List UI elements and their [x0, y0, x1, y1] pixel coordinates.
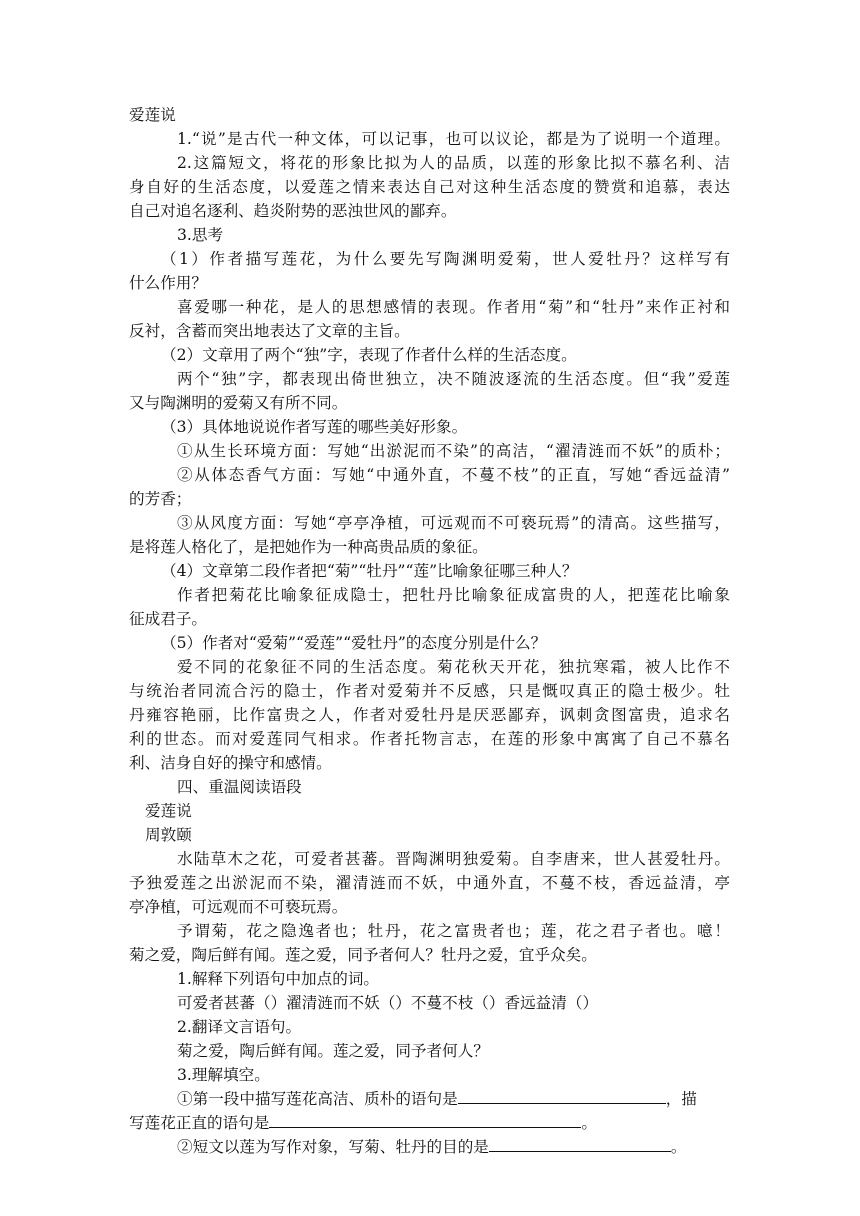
question-line: （1）作者描写莲花，为什么要先写陶渊明爱菊，世人爱牡丹？这样写有 [161, 250, 730, 268]
question-line: （2）文章用了两个“独”字，表现了作者什么样的生活态度。 [161, 346, 577, 364]
passage-line: 予谓菊，花之隐逸者也；牡丹，花之富贵者也；莲，花之君子者也。噫！ [177, 922, 730, 940]
passage-line: 予独爱莲之出淤泥而不染，濯清涟而不妖，中通外直，不蔓不枝，香远益清，亭 [129, 874, 730, 892]
question-line: （3）具体地说说作者写莲的哪些美好形象。 [161, 418, 468, 436]
paragraph-line: 2.这篇短文，将花的形象比拟为人的品质，以莲的形象比拟不慕名利、洁 [177, 154, 730, 172]
fill-prompt: ②短文以莲为写作对象，写菊、牡丹的目的是 [177, 1138, 489, 1156]
fill-prompt: 写莲花正直的语句是 [129, 1114, 270, 1132]
paragraph-line: 自己对追名逐利、趋炎附势的恶浊世风的鄙弃。 [129, 202, 457, 220]
question-line: （4）文章第二段作者把“菊”“牡丹”“莲”比喻象征哪三种人？ [161, 562, 578, 580]
answer-line: 喜爱哪一种花，是人的思想感情的表现。作者用“菊”和“牡丹”来作正衬和 [177, 298, 730, 316]
question-line: 什么作用？ [129, 274, 207, 292]
question-line: （5）作者对“爱菊”“爱莲”“爱牡丹”的态度分别是什么？ [161, 634, 547, 652]
answer-line: ③从风度方面：写她“亭亭净植，可远观而不可亵玩焉”的清高。这些描写， [177, 514, 730, 532]
paragraph-line: 身自好的生活态度，以爱莲之情来表达自己对这种生活态度的赞赏和追慕，表达 [129, 178, 730, 196]
answer-line: 作者把菊花比喻象征成隐士，把牡丹比喻象征成富贵的人，把莲花比喻象 [177, 586, 730, 604]
fill-blank-line [129, 1111, 597, 1135]
doc-title: 爱莲说 [129, 106, 176, 124]
exercise-line: 菊之爱，陶后鲜有闻。莲之爱，同予者何人？ [177, 1042, 489, 1060]
answer-line: 两个“独”字，都表现出倚世独立，决不随波逐流的生活态度。但“我”爱莲 [177, 370, 730, 388]
answer-line: 的芳香； [129, 490, 192, 508]
exercise-heading: 3.理解填空。 [177, 1066, 270, 1084]
passage-line: 菊之爱，陶后鲜有闻。莲之爱，同予者何人？牡丹之爱，宜乎众矣。 [129, 946, 597, 964]
fill-suffix: 。 [670, 1138, 687, 1156]
exercise-heading: 1.解释下列语句中加点的词。 [177, 970, 380, 988]
fill-blank-line [177, 1135, 687, 1159]
passage-line: 亭净植，可远观而不可亵玩焉。 [129, 898, 348, 916]
answer-blank[interactable] [489, 1136, 671, 1152]
fill-suffix: 。 [581, 1114, 597, 1132]
answer-line: 反衬，含蓄而突出地表达了文章的主旨。 [129, 322, 410, 340]
section-heading: 3.思考 [177, 226, 224, 244]
fill-blank-line [177, 1087, 697, 1111]
passage-line: 水陆草木之花，可爱者甚蕃。晋陶渊明独爱菊。自李唐来，世人甚爱牡丹。 [177, 850, 730, 868]
fill-prompt: ①第一段中描写莲花高洁、质朴的语句是 [177, 1090, 458, 1108]
passage-title: 爱莲说 [145, 802, 192, 820]
answer-line: 与统治者同流合污的隐士，作者对爱菊并不反感，只是慨叹真正的隐士极少。牡 [129, 682, 730, 700]
answer-blank[interactable] [269, 1112, 581, 1128]
answer-line: 征成君子。 [129, 610, 207, 628]
answer-line: 是将莲人格化了，是把她作为一种高贵品质的象征。 [129, 538, 488, 556]
fill-suffix: ，描 [665, 1090, 697, 1108]
answer-blank[interactable] [458, 1088, 666, 1104]
exercise-heading: 2.翻译文言语句。 [177, 1018, 302, 1036]
answer-line: ②从体态香气方面：写她“中通外直，不蔓不枝”的正直，写她“香远益清” [177, 466, 730, 484]
answer-line: 丹雍容艳丽，比作富贵之人，作者对爱牡丹是厌恶鄙弃，讽刺贪图富贵，追求名 [129, 706, 730, 724]
section-heading: 四、重温阅读语段 [177, 778, 302, 796]
answer-line: ①从生长环境方面：写她“出淤泥而不染”的高洁，“濯清涟而不妖”的质朴； [177, 442, 730, 460]
paragraph-line: 1.“说”是古代一种文体，可以记事，也可以议论，都是为了说明一个道理。 [177, 130, 730, 148]
answer-line: 爱不同的花象征不同的生活态度。菊花秋天开花，独抗寒霜，被人比作不 [177, 658, 730, 676]
answer-line: 又与陶渊明的爱菊又有所不同。 [129, 394, 348, 412]
answer-line: 利、洁身自好的操守和感情。 [129, 754, 332, 772]
passage-author: 周敦颐 [145, 826, 192, 844]
answer-line: 利的世态。而对爱莲同气相求。作者托物言志，在莲的形象中寓寓了自己不慕名 [129, 730, 730, 748]
exercise-line: 可爱者甚蕃（）濯清涟而不妖（）不蔓不枝（）香远益清（） [177, 994, 599, 1012]
